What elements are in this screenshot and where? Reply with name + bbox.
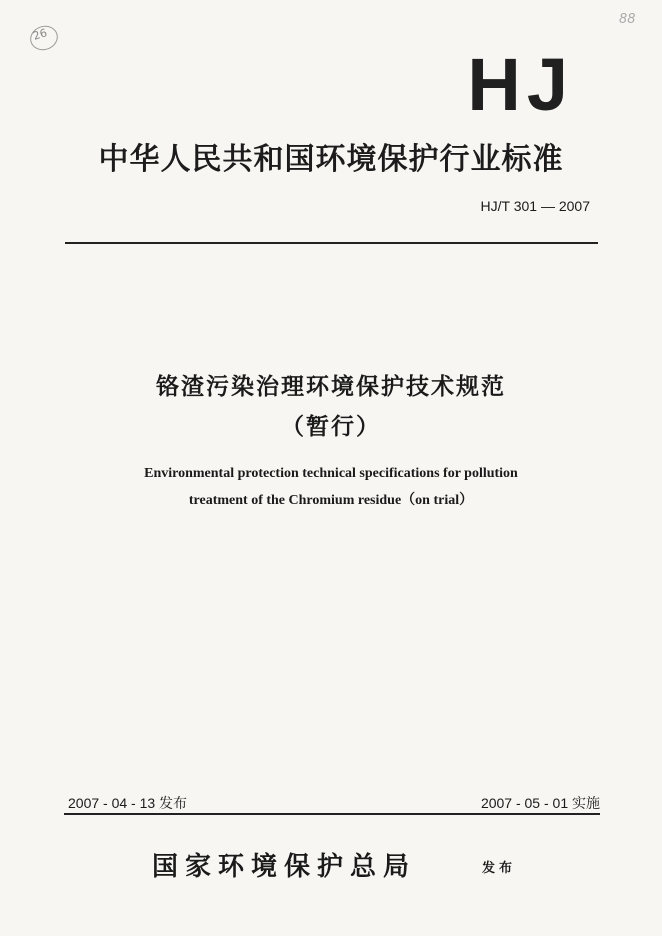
issuing-authority: 国家环境保护总局 — [152, 852, 417, 882]
issue-label: 发布 — [482, 861, 517, 876]
effective-date: 2007 - 05 - 01 实施 — [480, 795, 600, 811]
document-title-en-line1: Environmental protection technical specifications for pollution — [144, 466, 518, 481]
handwritten-circle-number: 26 — [31, 26, 49, 43]
document-title-cn: 铬渣污染治理环境保护技术规范 — [156, 374, 506, 400]
footer-divider — [64, 813, 600, 815]
document-title-en-line2: treatment of the Chromium residue（on trial） — [188, 493, 474, 508]
header-divider — [65, 242, 598, 244]
standard-code: HJ/T 301 — 2007 — [480, 198, 590, 214]
issue-date: 2007 - 04 - 13 发布 — [68, 795, 188, 811]
hj-logo: HJ — [467, 43, 574, 126]
document-subtitle-cn: （暂行） — [281, 414, 381, 440]
standard-category-title: 中华人民共和国环境保护行业标准 — [98, 142, 564, 177]
handwritten-corner-number: 88 — [619, 12, 636, 27]
